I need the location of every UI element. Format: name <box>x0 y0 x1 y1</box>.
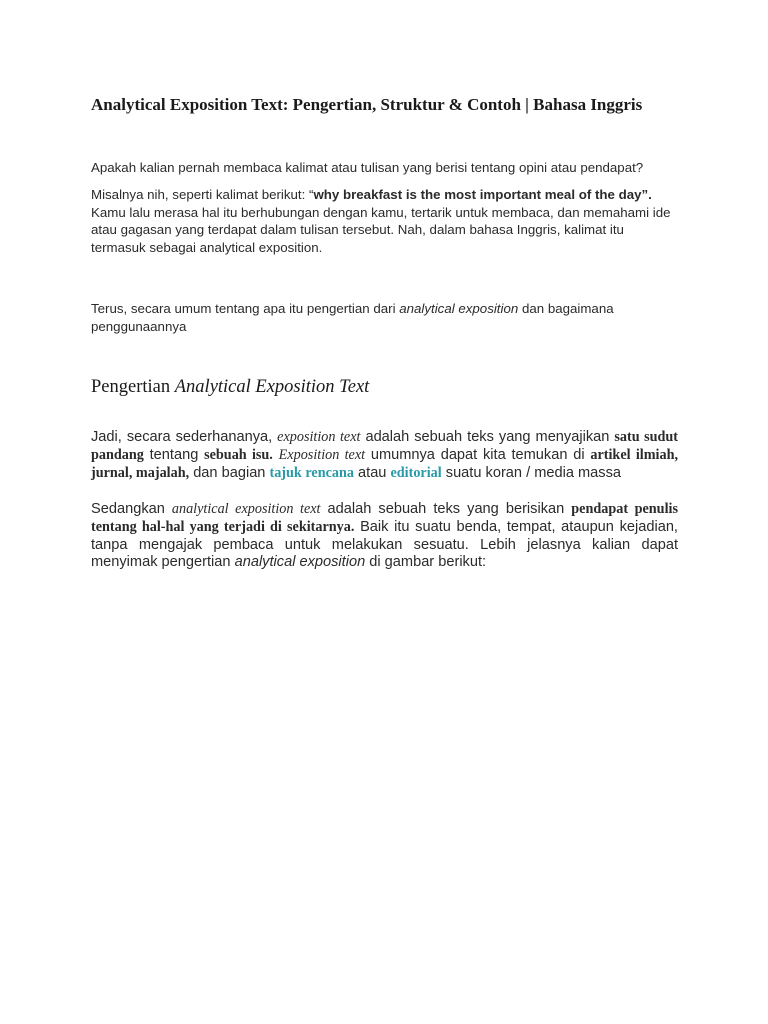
intro-paragraph-3 <box>91 300 681 335</box>
intro-paragraph-1: Apakah kalian pernah membaca kalimat atau tulisan yang berisi tentang opini atau pendapat? <box>91 160 644 175</box>
definition-paragraph-2 <box>91 501 678 572</box>
def2-text: Baik itu suatu benda, tempat, ataupun kejadian, tanpa mengajak pembaca untuk melakukan sesuatu. Lebih jelasnya kalian dapat menyimak pengertian <box>91 518 678 571</box>
def1-text: dan bagian <box>189 464 270 481</box>
intro-p3-continuation: dan bagaimana penggunaannya <box>91 301 614 334</box>
bold-pendapat-penulis: pendapat penulis tentang hal-hal yang terjadi di sekitarnya. <box>91 501 678 535</box>
section-heading-plain: Pengertian <box>91 377 175 397</box>
def2-text: Sedangkan <box>91 501 172 517</box>
def1-text: umumnya dapat kita temukan di <box>365 446 591 463</box>
section-heading <box>91 376 369 398</box>
definition-paragraph-1 <box>91 429 678 482</box>
intro-p3-text: Terus, secara umum tentang apa itu pengertian dari <box>91 301 400 316</box>
bold-satu-sudut-pandang: satu sudut pandang <box>91 429 678 463</box>
def2-text: di gambar berikut: <box>365 554 487 571</box>
def1-text: tentang <box>143 446 205 463</box>
intro-p2-text: Misalnya nih, seperti kalimat berikut: “ <box>91 187 314 202</box>
term-analytical-exposition: analytical exposition <box>234 554 366 571</box>
intro-p2-continuation: Kamu lalu merasa hal itu berhubungan dengan kamu, tertarik untuk membaca, dan memahami ide atau gagasan yang terdapat dalam tulisan tersebut. Nah, dalam bahasa Inggris, kalimat itu termasuk sebagai analytical exposition. <box>91 204 671 255</box>
term-analytical-exposition-text: analytical exposition text <box>171 501 321 517</box>
term-exposition-text: exposition text <box>277 429 361 445</box>
def1-text: atau <box>353 464 391 481</box>
section-heading-italic: Analytical Exposition Text <box>174 377 370 397</box>
term-exposition-text-2: Exposition text <box>278 446 366 463</box>
bold-sebuah-isu: sebuah isu. <box>204 446 273 463</box>
def1-text: Jadi, secara sederhananya, <box>91 429 278 445</box>
example-sentence-bold: why breakfast is the most important meal of the day”. <box>313 187 652 202</box>
intro-paragraph-2 <box>91 186 681 256</box>
bold-sources-list: artikel ilmiah, jurnal, majalah, <box>91 446 679 481</box>
document-title: Analytical Exposition Text: Pengertian, Struktur & Contoh | Bahasa Inggris <box>91 95 643 114</box>
def1-text: suatu koran / media massa <box>441 464 621 481</box>
link-tajuk-rencana[interactable]: tajuk rencana <box>269 464 354 481</box>
def2-text: adalah sebuah teks yang berisikan <box>320 501 572 517</box>
link-editorial[interactable]: editorial <box>390 464 442 481</box>
def1-text: adalah sebuah teks yang menyajikan <box>360 429 615 445</box>
analytical-exposition-italic: analytical exposition <box>399 301 519 316</box>
